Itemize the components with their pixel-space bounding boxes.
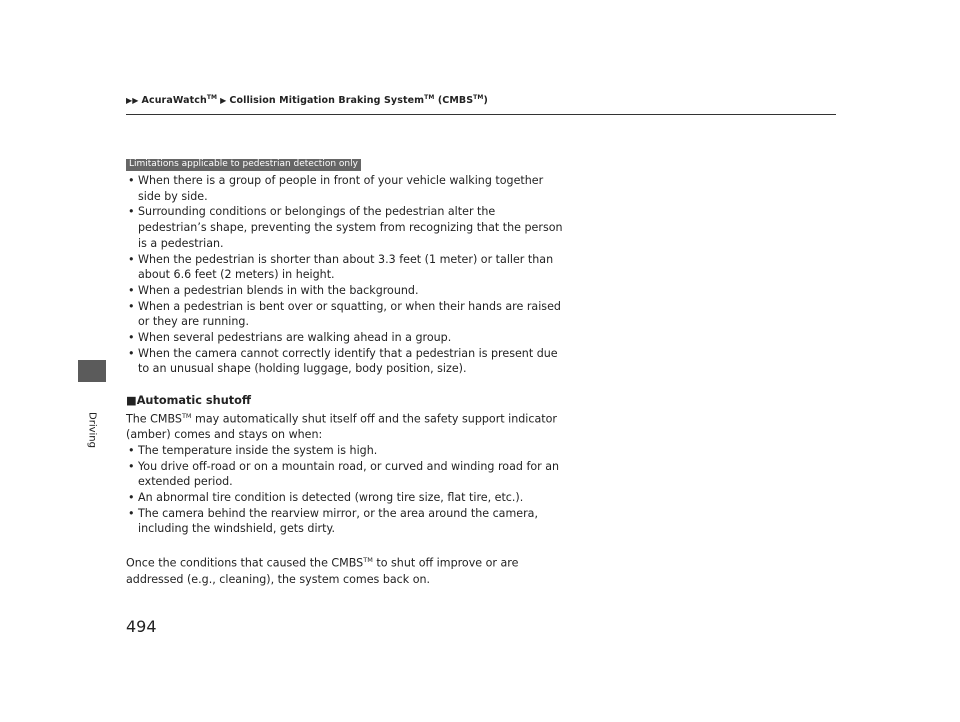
double-arrow-icon: ▶▶ [126, 96, 139, 106]
list-item: • When there is a group of people in front of your vehicle walking together side by side. [126, 173, 566, 204]
pedestrian-limitations-list [126, 173, 566, 377]
trademark-mark: TM [363, 556, 373, 565]
intro-text-continued: may automatically shut itself off and the safety support indicator (amber) comes and stays on when: [126, 412, 557, 442]
list-item: • When several pedestrians are walking ahead in a group. [126, 330, 566, 346]
page-number: 494 [126, 617, 157, 636]
trademark-mark: TM [206, 94, 218, 101]
trademark-mark: TM [473, 94, 484, 101]
square-bullet-icon: ■ [126, 394, 137, 408]
intro-text: The CMBS [126, 412, 182, 426]
section-badge: Limitations applicable to pedestrian detection only [126, 159, 361, 171]
arrow-right-icon: ▶ [220, 96, 227, 106]
trademark-mark: TM [424, 94, 435, 101]
chapter-tab-marker [78, 360, 106, 382]
breadcrumb-suffix-close: ) [483, 95, 488, 107]
list-item: • When the pedestrian is shorter than about 3.3 feet (1 meter) or taller than about 6.6 feet (2 meters) in height. [126, 252, 566, 283]
list-item: • When a pedestrian is bent over or squatting, or when their hands are raised or they are running. [126, 299, 566, 330]
closing-paragraph [126, 553, 566, 587]
breadcrumb-suffix-open: (CMBS [434, 95, 474, 107]
page-content [126, 155, 566, 587]
closing-text-continued: to shut off improve or are addressed (e.g., cleaning), the system comes back on. [126, 556, 519, 586]
breadcrumb [126, 94, 488, 106]
list-item: • When a pedestrian blends in with the background. [126, 283, 566, 299]
breadcrumb-item-cmbs[interactable]: Collision Mitigation Braking System [229, 95, 425, 107]
trademark-mark: TM [181, 411, 192, 420]
list-item: • Surrounding conditions or belongings of the pedestrian alter the pedestrian’s shape, preventing the system from recognizing that the person is a pedestrian. [126, 204, 566, 251]
list-item: • The temperature inside the system is high. [126, 443, 566, 459]
spacer [126, 537, 566, 553]
closing-text: Once the conditions that caused the CMBS [126, 556, 364, 570]
chapter-tab-label: Driving [86, 412, 98, 448]
header-divider [126, 114, 836, 115]
shutoff-conditions-list [126, 443, 566, 537]
breadcrumb-item-acurawatch[interactable]: AcuraWatch [141, 95, 207, 107]
list-item: • You drive off-road or on a mountain road, or curved and winding road for an extended period. [126, 459, 566, 490]
intro-paragraph [126, 409, 566, 443]
section-heading-text: Automatic shutoff [136, 394, 252, 408]
spacer [126, 377, 566, 393]
list-item: • The camera behind the rearview mirror, or the area around the camera, including the windshield, gets dirty. [126, 506, 566, 537]
section-heading [126, 393, 566, 409]
list-item: • When the camera cannot correctly identify that a pedestrian is present due to an unusual shape (holding luggage, body position, size). [126, 346, 566, 377]
list-item: • An abnormal tire condition is detected (wrong tire size, flat tire, etc.). [126, 490, 566, 506]
